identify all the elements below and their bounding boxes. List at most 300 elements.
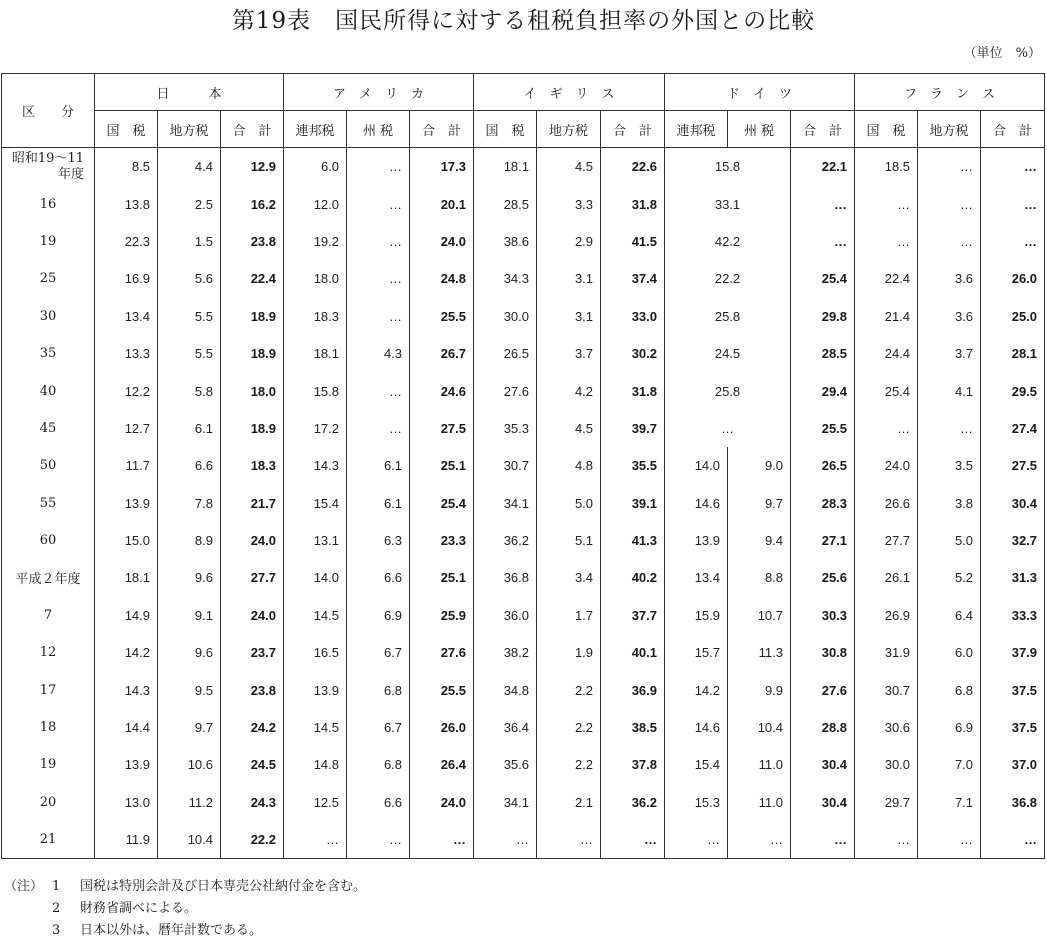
table-cell: 4.1 (918, 372, 981, 409)
table-cell: 25.4 (791, 260, 855, 297)
table-cell: 24.0 (855, 447, 918, 484)
table-cell: 37.5 (981, 709, 1045, 746)
table-cell: 18.1 (284, 335, 347, 372)
table-cell: … (347, 223, 410, 260)
table-cell: 30.2 (601, 335, 665, 372)
note-prefix: （注） (4, 879, 44, 894)
table-cell: 25.1 (410, 559, 474, 596)
table-cell: 13.4 (95, 298, 158, 335)
table-cell: 26.5 (474, 335, 537, 372)
table-cell: 28.5 (474, 185, 537, 222)
table-cell: 13.8 (95, 185, 158, 222)
table-cell: 18.1 (474, 148, 537, 186)
subheader-cell: 合 計 (981, 111, 1045, 148)
table-cell: 3.8 (918, 485, 981, 522)
subheader-cell: 国 税 (95, 111, 158, 148)
table-cell: 11.2 (158, 784, 221, 821)
table-cell: 12.9 (221, 148, 284, 186)
table-cell: 34.8 (474, 671, 537, 708)
table-cell: 4.8 (537, 447, 601, 484)
table-row (2, 372, 1045, 409)
table-cell: … (918, 148, 981, 186)
table-cell: 6.1 (347, 485, 410, 522)
table-cell: … (981, 223, 1045, 260)
table-cell: 14.6 (665, 709, 728, 746)
table-cell: 15.4 (665, 746, 728, 783)
note-text: 財務省調べによる。 (80, 901, 198, 916)
table-cell: 32.7 (981, 522, 1045, 559)
row-label: 19 (2, 223, 95, 260)
table-cell: 26.7 (410, 335, 474, 372)
table-cell: 6.0 (918, 634, 981, 671)
table-cell: 14.3 (95, 671, 158, 708)
table-cell: 2.5 (158, 185, 221, 222)
table-cell: … (918, 410, 981, 447)
table-cell: 14.3 (284, 447, 347, 484)
table-cell: 14.9 (95, 597, 158, 634)
table-cell: 5.1 (537, 522, 601, 559)
table-cell: 9.0 (728, 447, 791, 484)
table-cell: 12.0 (284, 185, 347, 222)
table-cell: 6.6 (347, 784, 410, 821)
table-cell: … (981, 821, 1045, 859)
table-cell: 9.7 (158, 709, 221, 746)
table-cell: 18.9 (221, 298, 284, 335)
table-cell: 38.2 (474, 634, 537, 671)
tax-burden-table (1, 73, 1045, 859)
table-row (2, 559, 1045, 596)
table-cell: 27.6 (410, 634, 474, 671)
table-cell: 14.5 (284, 597, 347, 634)
table-cell: 4.3 (347, 335, 410, 372)
table-cell: 36.9 (601, 671, 665, 708)
note-number: 2 (52, 901, 61, 916)
table-cell: 30.7 (855, 671, 918, 708)
table-cell: 7.8 (158, 485, 221, 522)
table-cell: 36.2 (474, 522, 537, 559)
row-label: 16 (2, 185, 95, 222)
table-cell: 25.6 (791, 559, 855, 596)
table-cell: 5.0 (918, 522, 981, 559)
table-cell: 27.5 (410, 410, 474, 447)
table-cell: 37.4 (601, 260, 665, 297)
table-cell: 12.5 (284, 784, 347, 821)
table-cell: … (665, 821, 728, 859)
table-cell: 35.5 (601, 447, 665, 484)
table-cell: 11.0 (728, 784, 791, 821)
table-cell: 13.9 (284, 671, 347, 708)
table-cell: 3.1 (537, 298, 601, 335)
table-cell: 6.4 (918, 597, 981, 634)
table-cell: 13.9 (665, 522, 728, 559)
table-cell: … (601, 821, 665, 859)
table-row (2, 335, 1045, 372)
table-cell: 7.0 (918, 746, 981, 783)
table-cell: … (347, 185, 410, 222)
table-row (2, 671, 1045, 708)
table-cell: 30.0 (855, 746, 918, 783)
table-cell: 22.2 (221, 821, 284, 859)
table-cell: 9.6 (158, 559, 221, 596)
table-cell: 27.1 (791, 522, 855, 559)
table-cell: 3.6 (918, 260, 981, 297)
table-row (2, 185, 1045, 222)
table-cell: 19.2 (284, 223, 347, 260)
table-cell: … (855, 821, 918, 859)
table-cell: … (981, 148, 1045, 186)
table-cell: 5.8 (158, 372, 221, 409)
table-cell: 22.4 (221, 260, 284, 297)
table-cell: 8.8 (728, 559, 791, 596)
table-cell: 35.3 (474, 410, 537, 447)
table-cell: 3.3 (537, 185, 601, 222)
table-cell: 24.0 (221, 597, 284, 634)
table-cell: 18.5 (855, 148, 918, 186)
subheader-cell: 地方税 (158, 111, 221, 148)
table-cell: 37.5 (981, 671, 1045, 708)
table-cell: 1.7 (537, 597, 601, 634)
table-cell: 9.9 (728, 671, 791, 708)
table-cell: 18.0 (221, 372, 284, 409)
table-cell: 5.5 (158, 335, 221, 372)
table-cell: … (537, 821, 601, 859)
table-cell: … (474, 821, 537, 859)
table-cell: 4.2 (537, 372, 601, 409)
row-label: 19 (2, 746, 95, 783)
table-cell: 25.4 (410, 485, 474, 522)
table-cell: 12.2 (95, 372, 158, 409)
table-cell: 39.1 (601, 485, 665, 522)
table-cell: 9.1 (158, 597, 221, 634)
table-cell: 9.6 (158, 634, 221, 671)
table-row (2, 746, 1045, 783)
table-row (2, 597, 1045, 634)
table-cell: 10.4 (728, 709, 791, 746)
table-row (2, 522, 1045, 559)
table-cell: 6.6 (347, 559, 410, 596)
table-cell: … (855, 223, 918, 260)
table-cell: 2.2 (537, 746, 601, 783)
table-cell: 24.0 (221, 522, 284, 559)
table-cell: 6.6 (158, 447, 221, 484)
table-cell: 22.4 (855, 260, 918, 297)
table-cell: 18.3 (221, 447, 284, 484)
table-cell: 25.1 (410, 447, 474, 484)
table-cell: 24.0 (410, 223, 474, 260)
table-cell: 9.4 (728, 522, 791, 559)
table-cell: … (728, 821, 791, 859)
table-cell: 24.5 (665, 335, 791, 372)
table-row (2, 821, 1045, 859)
table-cell: 16.9 (95, 260, 158, 297)
table-cell: 18.3 (284, 298, 347, 335)
table-cell: 41.3 (601, 522, 665, 559)
table-cell: 18.1 (95, 559, 158, 596)
table-cell: 37.7 (601, 597, 665, 634)
table-cell: 26.0 (410, 709, 474, 746)
table-cell: 38.5 (601, 709, 665, 746)
table-cell: … (918, 223, 981, 260)
table-cell: 3.4 (537, 559, 601, 596)
table-cell: 36.2 (601, 784, 665, 821)
table-cell: 36.0 (474, 597, 537, 634)
table-cell: … (981, 185, 1045, 222)
table-cell: 14.4 (95, 709, 158, 746)
table-cell: 18.0 (284, 260, 347, 297)
table-cell: 6.8 (918, 671, 981, 708)
table-cell: 26.4 (410, 746, 474, 783)
table-cell: 29.8 (791, 298, 855, 335)
country-header-uk: イ ギ リ ス (474, 74, 665, 111)
table-cell: 36.8 (474, 559, 537, 596)
row-label: 35 (2, 335, 95, 372)
table-cell: 36.8 (981, 784, 1045, 821)
table-cell: 33.1 (665, 185, 791, 222)
table-cell: 22.1 (791, 148, 855, 186)
row-label: 昭和19～11 年度 (2, 148, 95, 186)
table-cell: 30.8 (791, 634, 855, 671)
table-cell: 13.3 (95, 335, 158, 372)
subheader-cell: 国 税 (474, 111, 537, 148)
row-label: 18 (2, 709, 95, 746)
table-cell: 37.0 (981, 746, 1045, 783)
table-cell: 15.0 (95, 522, 158, 559)
subheader-cell: 合 計 (410, 111, 474, 148)
table-cell: 13.1 (284, 522, 347, 559)
table-cell: 3.6 (918, 298, 981, 335)
table-cell: 17.2 (284, 410, 347, 447)
table-cell: … (791, 821, 855, 859)
table-cell: 14.0 (665, 447, 728, 484)
table-cell: 29.4 (791, 372, 855, 409)
table-cell: 3.7 (537, 335, 601, 372)
table-cell: … (284, 821, 347, 859)
table-cell: 26.9 (855, 597, 918, 634)
row-label: 30 (2, 298, 95, 335)
table-row (2, 634, 1045, 671)
table-cell: 2.2 (537, 671, 601, 708)
table-cell: 27.7 (221, 559, 284, 596)
table-row (2, 148, 1045, 186)
table-cell: 27.6 (791, 671, 855, 708)
table-cell: 29.7 (855, 784, 918, 821)
row-label: 50 (2, 447, 95, 484)
table-cell: 10.6 (158, 746, 221, 783)
table-cell: 15.8 (665, 148, 791, 186)
table-cell: 34.1 (474, 784, 537, 821)
table-cell: … (665, 410, 791, 447)
table-cell: … (855, 410, 918, 447)
table-cell: … (347, 298, 410, 335)
table-cell: 31.9 (855, 634, 918, 671)
row-label: 20 (2, 784, 95, 821)
country-header-japan: 日 本 (95, 74, 284, 111)
table-cell: 21.4 (855, 298, 918, 335)
table-cell: 18.9 (221, 410, 284, 447)
table-cell: 30.4 (791, 746, 855, 783)
table-cell: … (791, 223, 855, 260)
table-cell: 30.4 (791, 784, 855, 821)
table-cell: 34.1 (474, 485, 537, 522)
row-label: 25 (2, 260, 95, 297)
table-cell: 13.9 (95, 746, 158, 783)
table-cell: 27.7 (855, 522, 918, 559)
subheader-cell: 連邦税 (284, 111, 347, 148)
subheader-cell: 地方税 (918, 111, 981, 148)
table-cell: 41.5 (601, 223, 665, 260)
table-cell: 29.5 (981, 372, 1045, 409)
table-cell: 14.8 (284, 746, 347, 783)
table-cell: 4.4 (158, 148, 221, 186)
table-row (2, 410, 1045, 447)
table-cell: 25.0 (981, 298, 1045, 335)
row-label: 60 (2, 522, 95, 559)
table-cell: 24.0 (410, 784, 474, 821)
table-cell: 27.4 (981, 410, 1045, 447)
table-cell: 8.5 (95, 148, 158, 186)
table-cell: 23.3 (410, 522, 474, 559)
table-cell: 25.9 (410, 597, 474, 634)
note-number: 1 (52, 879, 61, 894)
table-cell: 1.9 (537, 634, 601, 671)
table-cell: 3.7 (918, 335, 981, 372)
table-cell: 34.3 (474, 260, 537, 297)
table-cell: 42.2 (665, 223, 791, 260)
table-cell: 14.5 (284, 709, 347, 746)
table-cell: 26.0 (981, 260, 1045, 297)
table-cell: 9.5 (158, 671, 221, 708)
table-cell: 28.1 (981, 335, 1045, 372)
table-cell: 26.1 (855, 559, 918, 596)
table-cell: 24.3 (221, 784, 284, 821)
table-cell: 25.5 (410, 298, 474, 335)
table-cell: 39.7 (601, 410, 665, 447)
table-cell: 24.8 (410, 260, 474, 297)
note-2 (0, 898, 366, 920)
table-cell: 25.5 (410, 671, 474, 708)
table-cell: … (410, 821, 474, 859)
table-cell: 3.5 (918, 447, 981, 484)
note-number: 3 (52, 923, 61, 938)
row-label: 45 (2, 410, 95, 447)
table-row (2, 223, 1045, 260)
table-cell: 28.8 (791, 709, 855, 746)
table-cell: 12.7 (95, 410, 158, 447)
table-cell: 15.4 (284, 485, 347, 522)
table-row (2, 260, 1045, 297)
table-cell: 23.8 (221, 671, 284, 708)
table-cell: 8.9 (158, 522, 221, 559)
note-1 (0, 876, 366, 898)
table-cell: 11.9 (95, 821, 158, 859)
table-cell: 31.8 (601, 185, 665, 222)
table-cell: 27.6 (474, 372, 537, 409)
notes (0, 876, 366, 942)
subheader-cell: 州 税 (347, 111, 410, 148)
table-cell: 4.5 (537, 410, 601, 447)
table-row (2, 709, 1045, 746)
table-cell: 33.3 (981, 597, 1045, 634)
table-cell: 6.9 (347, 597, 410, 634)
table-cell: 9.7 (728, 485, 791, 522)
row-label: 17 (2, 671, 95, 708)
table-row (2, 485, 1045, 522)
table-cell: … (918, 821, 981, 859)
table-cell: 6.9 (918, 709, 981, 746)
table-cell: 5.0 (537, 485, 601, 522)
table-cell: 14.6 (665, 485, 728, 522)
subheader-cell: 連邦税 (665, 111, 728, 148)
table-cell: 15.8 (284, 372, 347, 409)
subheader-cell: 州 税 (728, 111, 791, 148)
table-cell: 4.5 (537, 148, 601, 186)
table-cell: 13.0 (95, 784, 158, 821)
table-cell: 1.5 (158, 223, 221, 260)
table-cell: … (347, 410, 410, 447)
table-cell: 16.2 (221, 185, 284, 222)
table-cell: … (347, 260, 410, 297)
subheader-cell: 国 税 (855, 111, 918, 148)
table-cell: 30.3 (791, 597, 855, 634)
subheader-cell: 地方税 (537, 111, 601, 148)
table-cell: 6.7 (347, 709, 410, 746)
table-cell: 21.7 (221, 485, 284, 522)
table-cell: 23.8 (221, 223, 284, 260)
table-cell: … (347, 372, 410, 409)
table-cell: 38.6 (474, 223, 537, 260)
row-label-header: 区 分 (2, 74, 95, 148)
table-cell: 6.0 (284, 148, 347, 186)
table-cell: 33.0 (601, 298, 665, 335)
table-cell: 31.3 (981, 559, 1045, 596)
table-cell: 15.7 (665, 634, 728, 671)
table-cell: 25.4 (855, 372, 918, 409)
subheader-cell: 合 計 (221, 111, 284, 148)
table-cell: 24.6 (410, 372, 474, 409)
table-cell: 30.4 (981, 485, 1045, 522)
table-cell: 24.5 (221, 746, 284, 783)
subheader-cell: 合 計 (601, 111, 665, 148)
table-cell: 14.2 (665, 671, 728, 708)
table-cell: 2.9 (537, 223, 601, 260)
row-label: 12 (2, 634, 95, 671)
table-cell: … (347, 821, 410, 859)
table-cell: 28.5 (791, 335, 855, 372)
country-header-germany: ド イ ツ (665, 74, 855, 111)
country-header-france: フ ラ ン ス (855, 74, 1045, 111)
row-label: 40 (2, 372, 95, 409)
table-cell: 22.2 (665, 260, 791, 297)
table-cell: 28.3 (791, 485, 855, 522)
table-cell: 10.7 (728, 597, 791, 634)
table-cell: 11.3 (728, 634, 791, 671)
table-cell: 5.5 (158, 298, 221, 335)
table-cell: 11.7 (95, 447, 158, 484)
note-3 (0, 920, 366, 942)
table-cell: … (918, 185, 981, 222)
table-cell: 20.1 (410, 185, 474, 222)
table-cell: 30.7 (474, 447, 537, 484)
table-cell: 7.1 (918, 784, 981, 821)
table-cell: 2.1 (537, 784, 601, 821)
table-cell: … (791, 185, 855, 222)
table-cell: 13.9 (95, 485, 158, 522)
table-cell: 6.1 (347, 447, 410, 484)
table-cell: 18.9 (221, 335, 284, 372)
table-row (2, 447, 1045, 484)
table-cell: 13.4 (665, 559, 728, 596)
table-cell: 16.5 (284, 634, 347, 671)
